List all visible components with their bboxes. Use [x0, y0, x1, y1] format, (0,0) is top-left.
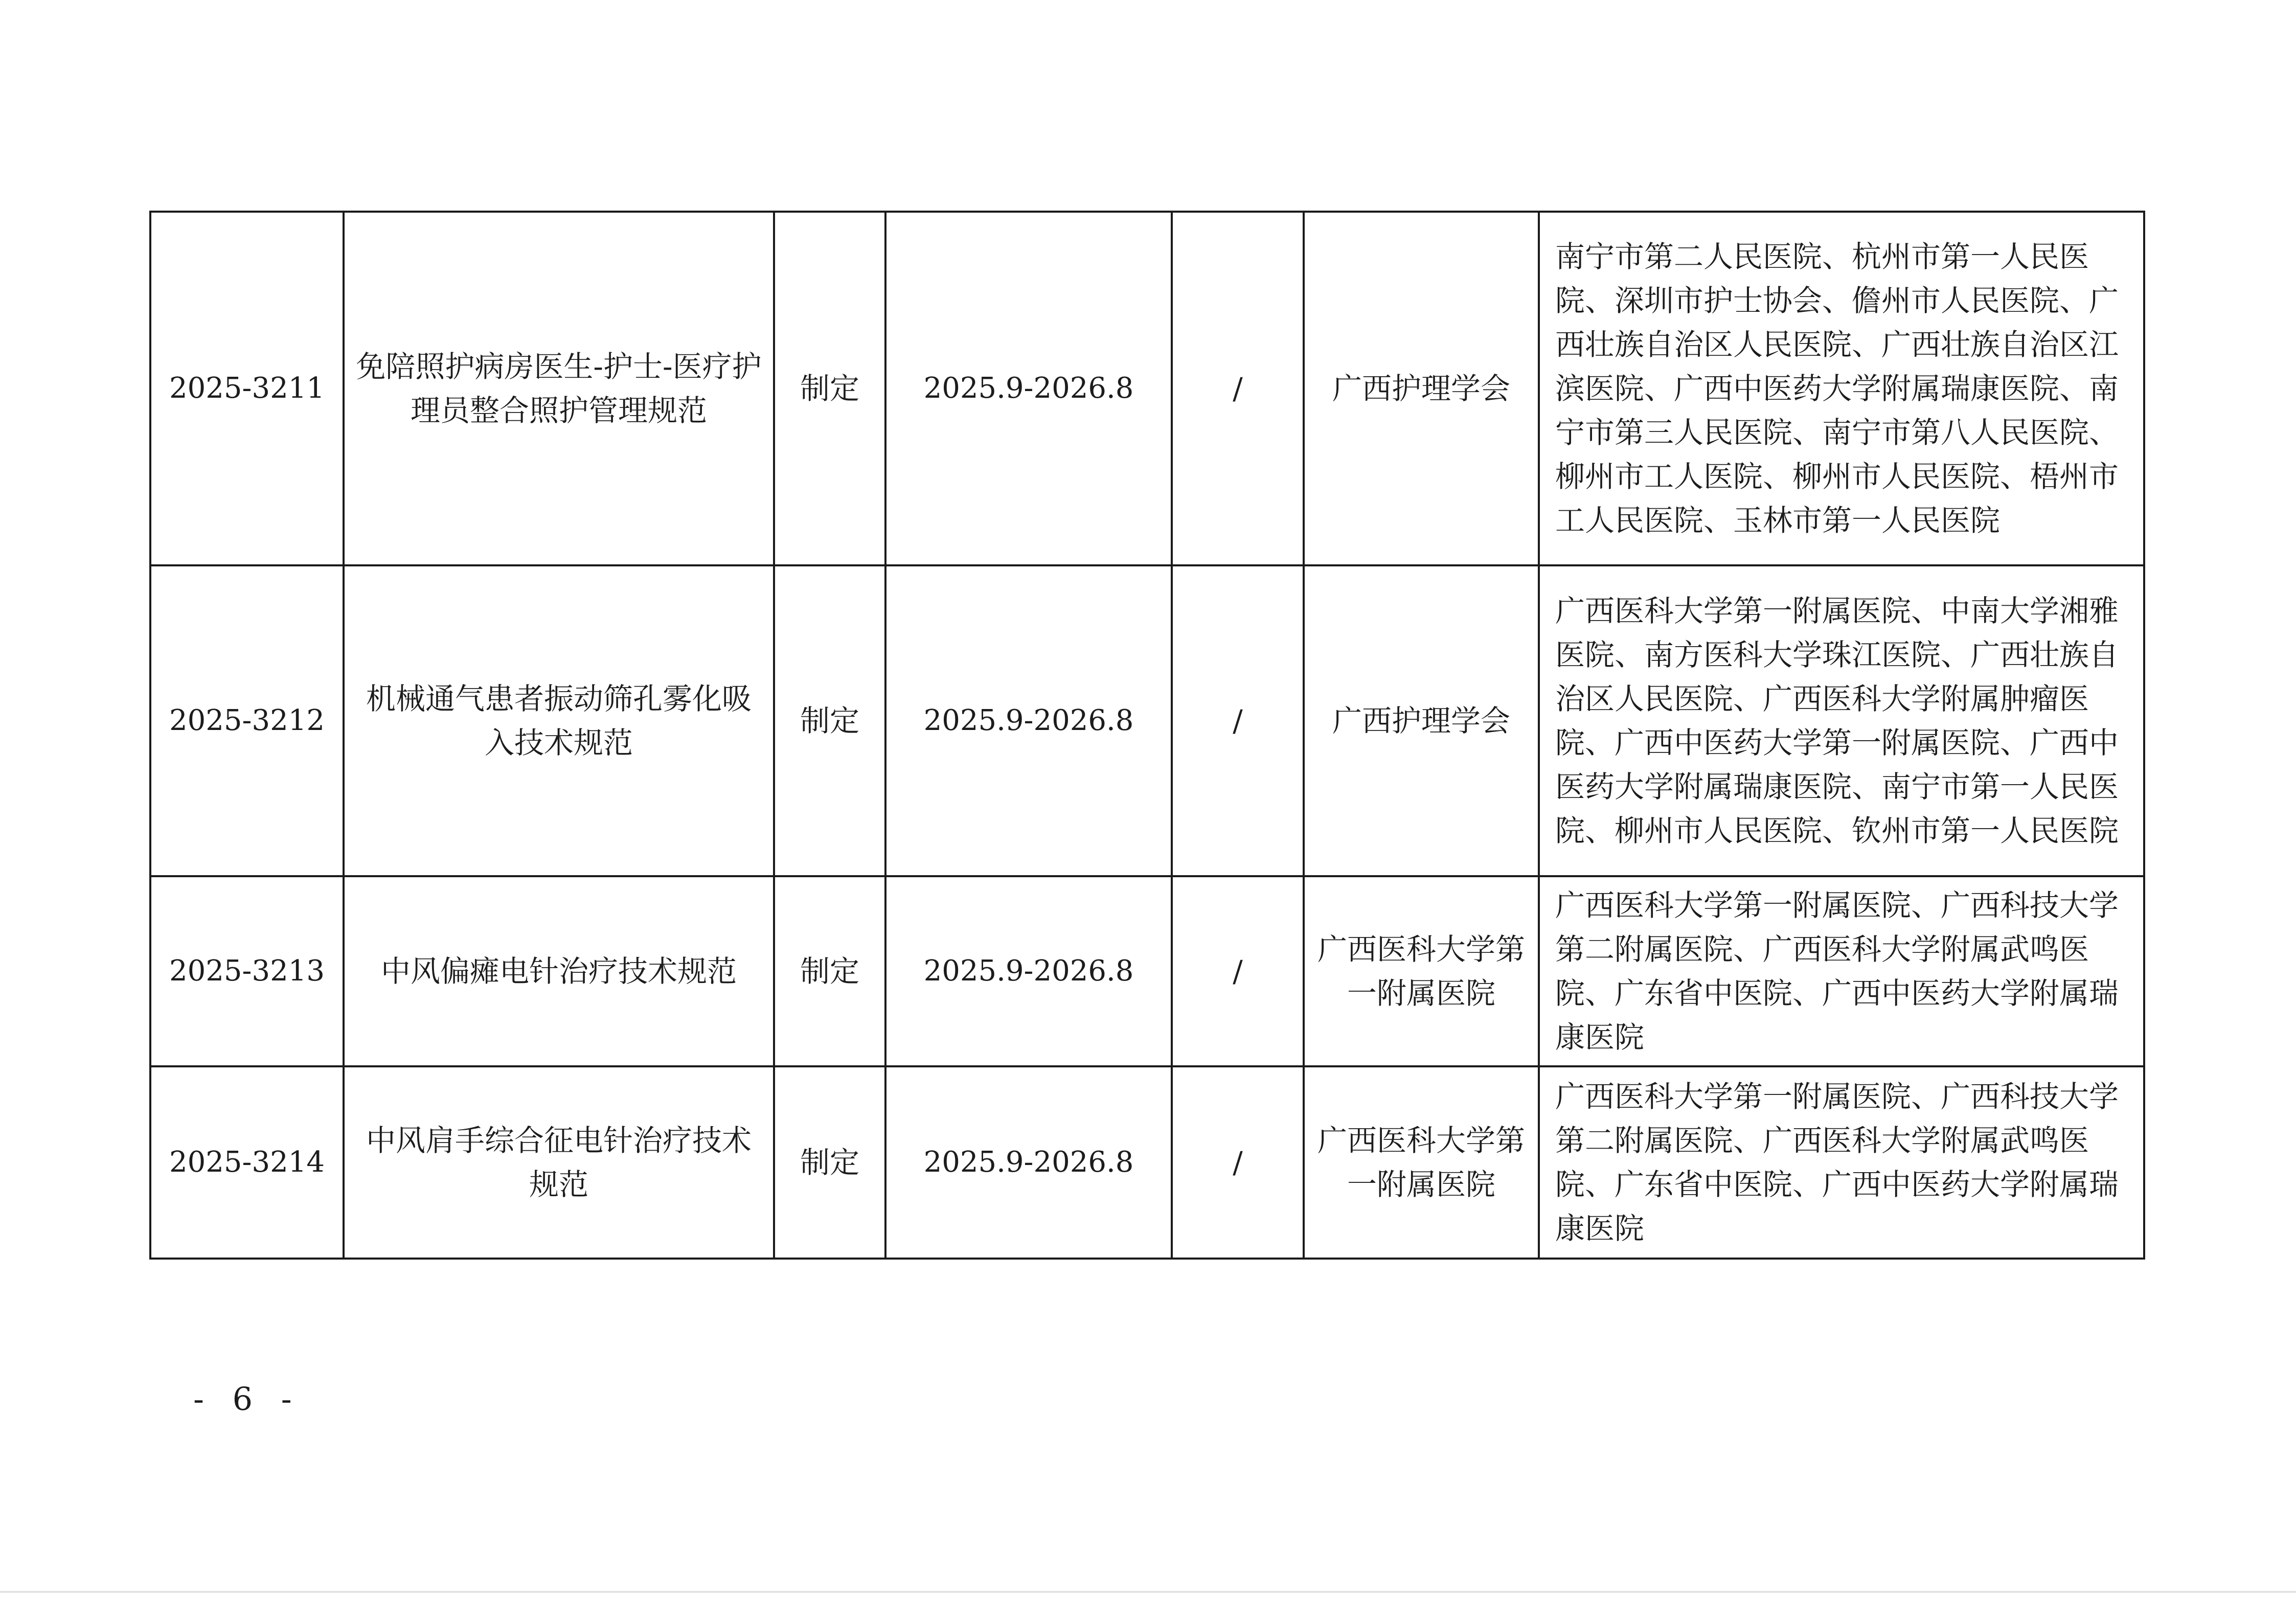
- standard-name: 中风肩手综合征电针治疗技术规范: [344, 1066, 774, 1259]
- table-row: [150, 565, 2144, 876]
- replaced-standard: /: [1172, 212, 1304, 565]
- lead-unit: 广西医科大学第一附属医院: [1304, 876, 1539, 1066]
- participating-units: 南宁市第二人民医院、杭州市第一人民医院、深圳市护士协会、儋州市人民医院、广西壮族自治区人民医院、广西壮族自治区江滨医院、广西中医药大学附属瑞康医院、南宁市第三人民医院、南宁市第八人民医院、柳州市工人医院、柳州市人民医院、梧州市工人民医院、玉林市第一人民医院: [1539, 212, 2144, 565]
- lead-unit: 广西护理学会: [1304, 212, 1539, 565]
- participating-units: 广西医科大学第一附属医院、广西科技大学第二附属医院、广西医科大学附属武鸣医院、广东省中医院、广西中医药大学附属瑞康医院: [1539, 876, 2144, 1066]
- project-period: 2025.9-2026.8: [885, 212, 1172, 565]
- standards-plan-table: [149, 211, 2145, 1260]
- project-type: 制定: [774, 876, 885, 1066]
- project-code: 2025-3212: [150, 565, 344, 876]
- project-code: 2025-3214: [150, 1066, 344, 1259]
- lead-unit: 广西护理学会: [1304, 565, 1539, 876]
- table-row: [150, 212, 2144, 565]
- replaced-standard: /: [1172, 565, 1304, 876]
- replaced-standard: /: [1172, 1066, 1304, 1259]
- standard-name: 机械通气患者振动筛孔雾化吸入技术规范: [344, 565, 774, 876]
- project-code: 2025-3211: [150, 212, 344, 565]
- project-period: 2025.9-2026.8: [885, 1066, 1172, 1259]
- standard-name: 免陪照护病房医生-护士-医疗护理员整合照护管理规范: [344, 212, 774, 565]
- project-period: 2025.9-2026.8: [885, 565, 1172, 876]
- lead-unit: 广西医科大学第一附属医院: [1304, 1066, 1539, 1259]
- project-period: 2025.9-2026.8: [885, 876, 1172, 1066]
- standard-name: 中风偏瘫电针治疗技术规范: [344, 876, 774, 1066]
- project-type: 制定: [774, 212, 885, 565]
- project-type: 制定: [774, 1066, 885, 1259]
- table-row: [150, 1066, 2144, 1259]
- participating-units: 广西医科大学第一附属医院、中南大学湘雅医院、南方医科大学珠江医院、广西壮族自治区人民医院、广西医科大学附属肿瘤医院、广西中医药大学第一附属医院、广西中医药大学附属瑞康医院、南宁市第一人民医院、柳州市人民医院、钦州市第一人民医院: [1539, 565, 2144, 876]
- page-number: - 6 -: [193, 1380, 301, 1418]
- participating-units: 广西医科大学第一附属医院、广西科技大学第二附属医院、广西医科大学附属武鸣医院、广东省中医院、广西中医药大学附属瑞康医院: [1539, 1066, 2144, 1259]
- table-row: [150, 876, 2144, 1066]
- project-code: 2025-3213: [150, 876, 344, 1066]
- scan-edge-divider: [0, 1591, 2296, 1593]
- project-type: 制定: [774, 565, 885, 876]
- replaced-standard: /: [1172, 876, 1304, 1066]
